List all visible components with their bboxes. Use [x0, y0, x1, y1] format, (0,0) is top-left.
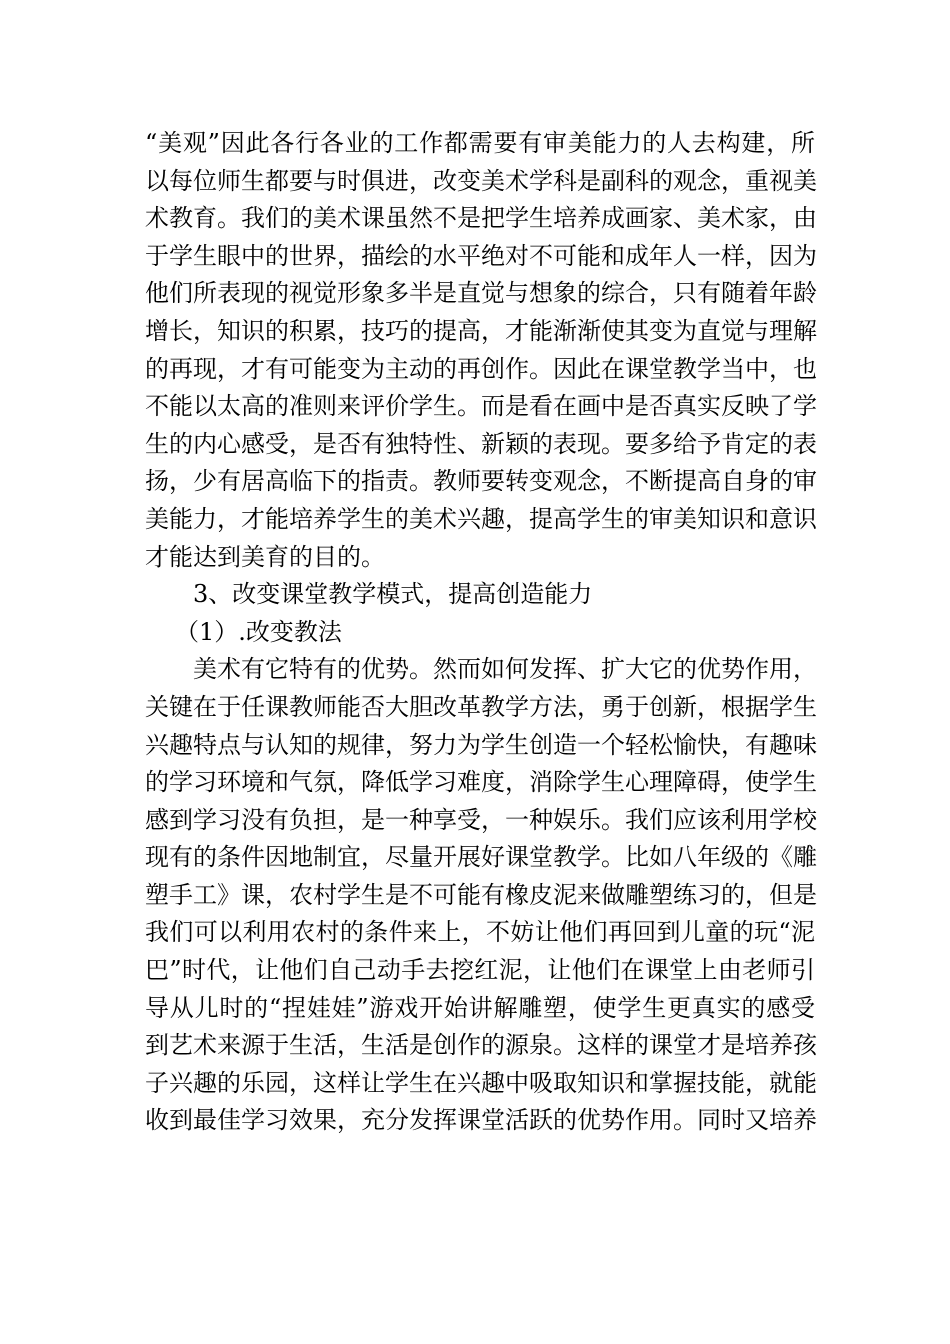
paragraph-teaching-methods [145, 651, 815, 1140]
text-line: 才能达到美育的目的。 [145, 542, 385, 571]
text-line: 于学生眼中的世界，描绘的水平绝对不可能和成年人一样，因为 [145, 241, 817, 270]
text-line: 的学习环境和气氛，降低学习难度，消除学生心理障碍，使学生 [145, 768, 817, 797]
text-line: 生的内心感受，是否有独特性、新颖的表现。要多给予肯定的表 [145, 429, 817, 458]
text-line: 巴”时代，让他们自己动手去挖红泥，让他们在课堂上由老师引 [145, 956, 815, 985]
text-line: 导从儿时的“捏娃娃”游戏开始讲解雕塑，使学生更真实的感受 [145, 993, 815, 1022]
text-line: 他们所表现的视觉形象多半是直觉与想象的综合，只有随着年龄 [145, 279, 817, 308]
text-line: 关键在于任课教师能否大胆改革教学方法，勇于创新，根据学生 [145, 692, 817, 721]
text-line: 现有的条件因地制宜，尽量开展好课堂教学。比如八年级的《雕 [145, 843, 817, 872]
text-line: 不能以太高的准则来评价学生。而是看在画中是否真实反映了学 [145, 392, 817, 421]
text-line: 美术有它特有的优势。然而如何发挥、扩大它的优势作用， [193, 655, 817, 684]
subsection-heading [145, 614, 815, 652]
text-line: 增长，知识的积累，技巧的提高，才能渐渐使其变为直觉与理解 [145, 316, 817, 345]
text-line: 术教育。我们的美术课虽然不是把学生培养成画家、美术家，由 [145, 204, 817, 233]
text-line: 兴趣特点与认知的规律，努力为学生创造一个轻松愉快，有趣味 [145, 730, 817, 759]
text-line: 美能力，才能培养学生的美术兴趣，提高学生的审美知识和意识 [145, 504, 817, 533]
document-page [145, 125, 815, 1140]
text-line: 子兴趣的乐园，这样让学生在兴趣中吸取知识和掌握技能，就能 [145, 1068, 817, 1097]
text-line: 收到最佳学习效果，充分发挥课堂活跃的优势作用。同时又培养 [145, 1106, 817, 1135]
heading-line: 3、改变课堂教学模式，提高创造能力 [193, 580, 593, 609]
text-line: 以每位师生都要与时俱进，改变美术学科是副科的观念，重视美 [145, 166, 817, 195]
paragraph-aesthetic-education [145, 125, 815, 576]
text-line: “美观”因此各行各业的工作都需要有审美能力的人去构建，所 [145, 129, 815, 157]
text-line: 塑手工》课，农村学生是不可能有橡皮泥来做雕塑练习的，但是 [145, 880, 817, 909]
text-line: 扬，少有居高临下的指责。教师要转变观念，不断提高自身的审 [145, 467, 817, 496]
subheading-line: （1）.改变教法 [175, 617, 342, 646]
text-line: 的再现，才有可能变为主动的再创作。因此在课堂教学当中，也 [145, 354, 817, 383]
section-heading [145, 576, 815, 614]
text-line: 到艺术来源于生活，生活是创作的源泉。这样的课堂才是培养孩 [145, 1031, 817, 1060]
text-line: 我们可以利用农村的条件来上，不妨让他们再回到儿童的玩“泥 [145, 918, 815, 947]
text-line: 感到学习没有负担，是一种享受，一种娱乐。我们应该利用学校 [145, 805, 817, 834]
